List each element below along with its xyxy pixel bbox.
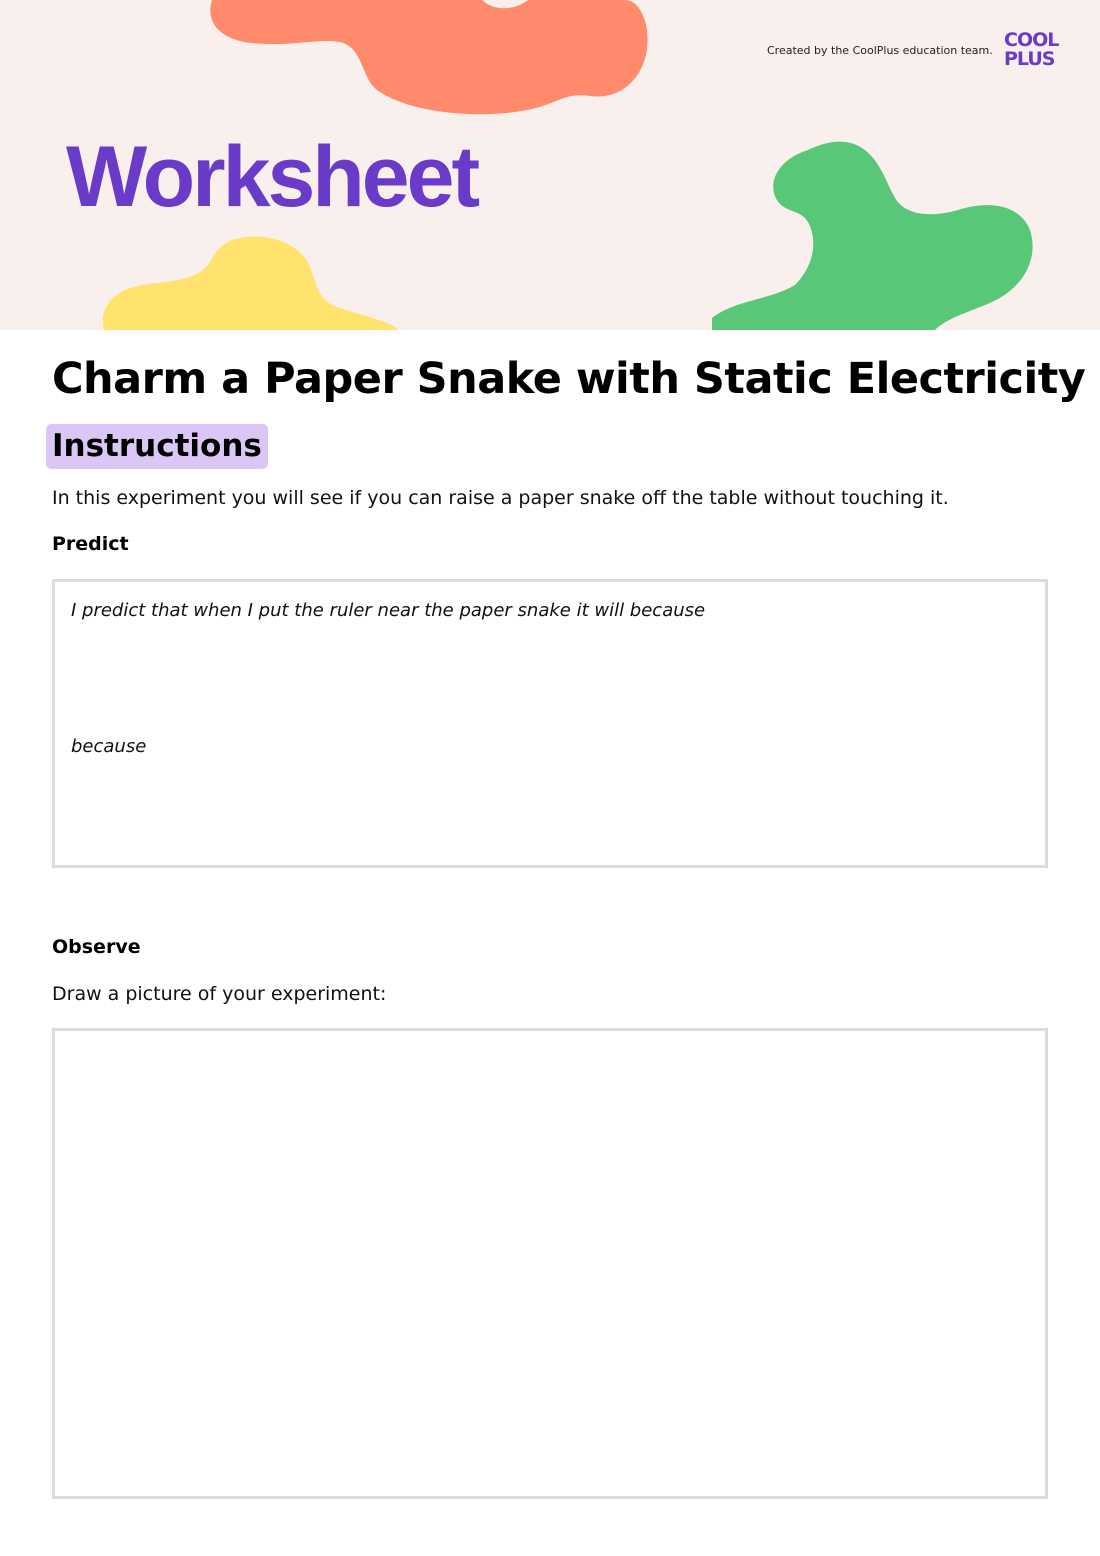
header-banner: [0, 0, 1100, 330]
yellow-paint-blob: [103, 237, 398, 330]
draw-instruction: Draw a picture of your experiment:: [52, 983, 387, 1005]
predict-label: Predict: [52, 533, 129, 555]
credit-text: Created by the CoolPlus education team.: [767, 44, 993, 57]
green-paint-blob: [712, 142, 1033, 330]
intro-paragraph: In this experiment you will see if you can raise a paper snake off the table without touching it.: [52, 487, 949, 509]
prediction-answer-box[interactable]: [52, 579, 1048, 868]
because-prompt-line: because: [71, 736, 147, 757]
logo-line-cool: COOL: [1004, 29, 1059, 51]
logo-line-plus: PLUS: [1004, 48, 1055, 70]
page-title: Charm a Paper Snake with Static Electricity: [52, 354, 1086, 404]
observe-label: Observe: [52, 936, 141, 958]
coolplus-logo: [1004, 31, 1068, 73]
worksheet-heading: Worksheet: [66, 129, 478, 225]
prediction-prompt-line: I predict that when I put the ruler near the paper snake it will because: [71, 600, 706, 621]
orange-paint-blob: [210, 0, 647, 114]
instructions-heading: Instructions: [46, 424, 268, 469]
drawing-area-box[interactable]: [52, 1028, 1048, 1499]
